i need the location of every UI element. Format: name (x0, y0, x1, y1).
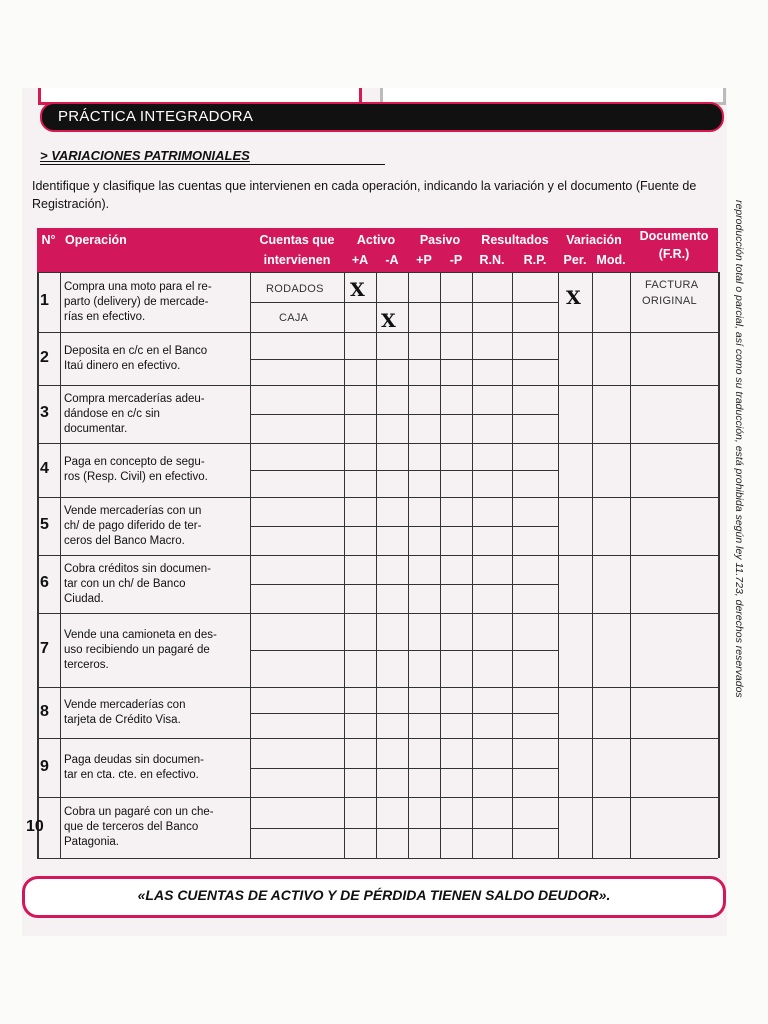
operation-text-line: rías en efectivo. (64, 310, 146, 323)
row-number: 7 (40, 640, 49, 657)
operation-text-line: Vende mercaderías con un (64, 504, 202, 517)
header-rp: R.P. (523, 253, 547, 267)
grid-subline (250, 828, 558, 829)
row-number: 8 (40, 702, 49, 720)
operation-text-line: ch/ de pago diferido de ter- (64, 519, 202, 532)
document-text: ORIGINAL (642, 295, 697, 307)
mark-row1-per: X (566, 287, 581, 309)
row-number: 5 (40, 516, 49, 533)
header-variacion: Variación (566, 233, 622, 247)
header-operacion: Operación (65, 233, 127, 247)
operation-text-line: Deposita en c/c en el Banco (64, 344, 208, 357)
grid-vline (37, 272, 39, 858)
grid-subline (250, 302, 558, 303)
header-cuentas-1: Cuentas que (259, 233, 335, 247)
operation-text-line: dándose en c/c sin (64, 407, 160, 420)
operation-text-line: tar en cta. cte. en efectivo. (64, 768, 199, 781)
grid-vline (718, 272, 720, 858)
operation-text-line: Vende una camioneta en des- (64, 628, 217, 641)
grid-hline (37, 738, 718, 739)
operation-text-line: tarjeta de Crédito Visa. (64, 713, 181, 726)
row-number: 6 (40, 574, 49, 591)
operation-text-line: uso recibiendo un pagaré de (64, 643, 210, 656)
mark-row1-plus-a: X (350, 279, 365, 301)
operation-text-line: parto (delivery) de mercade- (64, 295, 209, 308)
grid-hline (37, 443, 718, 444)
header-activo: Activo (356, 233, 396, 247)
row-number: 9 (40, 757, 49, 775)
operation-text-line: Compra una moto para el re- (64, 280, 212, 293)
section-title: > VARIACIONES PATRIMONIALES (40, 148, 250, 163)
operation-text-line: Compra mercaderías adeu- (64, 392, 205, 405)
grid-vline (558, 272, 559, 858)
grid-vline (592, 272, 593, 858)
row-number: 1 (40, 292, 49, 309)
operation-text-line: Vende mercaderías con (64, 698, 186, 711)
header-pasivo: Pasivo (419, 233, 461, 247)
operation-text-line: Cobra créditos sin documen- (64, 562, 212, 575)
header-documento-2: (F.R.) (658, 247, 690, 261)
grid-hline (37, 687, 718, 688)
operation-text-line: Itaú dinero en efectivo. (64, 359, 181, 372)
operation-text-line: Paga en concepto de segu- (64, 456, 205, 468)
grid-subline (250, 713, 558, 714)
operation-text-line: documentar. (64, 422, 128, 435)
row-number: 4 (40, 460, 49, 477)
operation-text-line: terceros. (64, 658, 109, 671)
header-num: N° (41, 233, 56, 247)
grid-hline (37, 385, 718, 386)
practice-banner (40, 102, 724, 132)
grid-hline (37, 858, 718, 859)
instructions: Identifique y clasifique las cuentas que intervienen en cada operación, indicando la variación y el documento (Fuente de Registración). (32, 179, 697, 211)
header-documento-1: Documento (639, 229, 709, 243)
table-header (37, 228, 718, 272)
operation-text-line: tar con un ch/ de Banco (64, 577, 186, 590)
grid-hline (37, 272, 718, 273)
grid-hline (37, 497, 718, 498)
grid-subline (250, 584, 558, 585)
grid-hline (37, 613, 718, 614)
banner-title: PRÁCTICA INTEGRADORA (58, 108, 254, 125)
mark-row1-minus-a: X (381, 310, 396, 332)
operation-text-line: Cobra un pagaré con un che- (64, 806, 214, 818)
account-name: CAJA (279, 312, 309, 324)
footer-text: «LAS CUENTAS DE ACTIVO Y DE PÉRDIDA TIENEN SALDO DEUDOR». (137, 887, 611, 903)
operation-text-line: ros (Resp. Civil) en efectivo. (64, 471, 208, 483)
operation-text-line: Paga deudas sin documen- (64, 753, 205, 766)
operation-text-line: que de terceros del Banco (64, 821, 199, 833)
row-number: 10 (26, 817, 44, 835)
operation-text-line: Patagonia. (64, 836, 119, 848)
copyright-side-note: reproducción total o parcial, así como su traducción, está prohibida según ley 11.723, derechos reservados (733, 200, 745, 698)
header-mod: Mod. (596, 253, 626, 267)
grid-subline (250, 526, 558, 527)
header-minus-a: -A (385, 253, 399, 267)
grid-hline (37, 555, 718, 556)
grid-vline (630, 272, 631, 858)
header-plus-a: +A (351, 253, 369, 267)
header-per: Per. (563, 253, 587, 267)
operation-text-line: Ciudad. (64, 592, 104, 605)
header-minus-p: -P (449, 253, 463, 267)
grid-subline (250, 414, 558, 415)
grid-subline (250, 470, 558, 471)
grid-hline (37, 332, 718, 333)
document-text: FACTURA (645, 279, 699, 291)
header-resultados: Resultados (481, 233, 549, 247)
row-number: 2 (40, 348, 49, 366)
grid-vline (60, 272, 61, 858)
row-number: 3 (40, 404, 49, 421)
section-heading (40, 148, 385, 165)
grid-subline (250, 359, 558, 360)
header-rn: R.N. (479, 253, 505, 267)
grid-subline (250, 650, 558, 651)
operation-text-line: ceros del Banco Macro. (64, 534, 185, 547)
account-name: RODADOS (266, 283, 324, 295)
footer-banner (22, 876, 726, 918)
grid-hline (37, 797, 718, 798)
header-cuentas-2: intervienen (263, 253, 331, 267)
header-plus-p: +P (416, 253, 432, 267)
grid-subline (250, 768, 558, 769)
